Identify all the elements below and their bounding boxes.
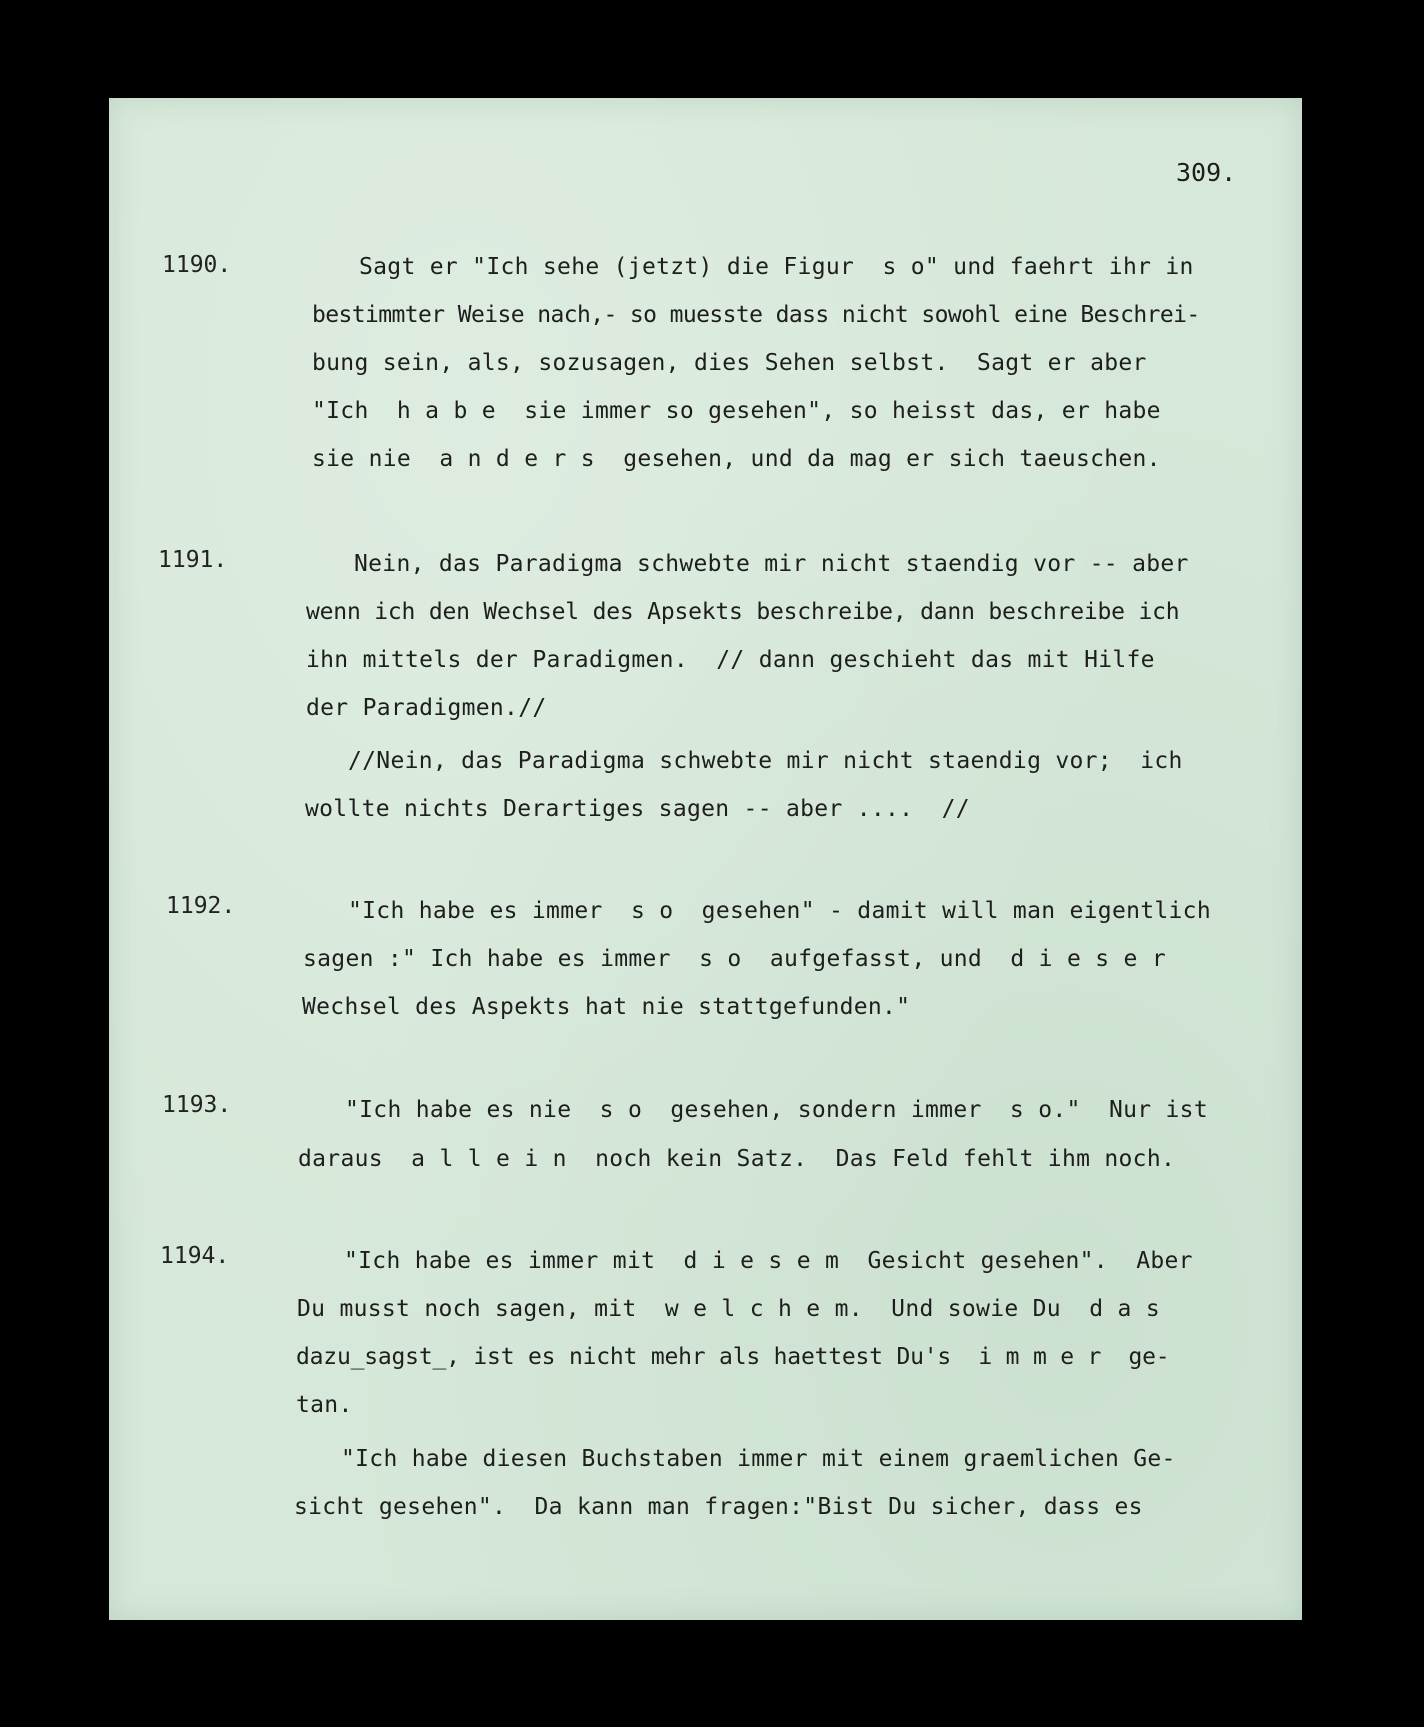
section-number: 1191. (158, 547, 228, 573)
text-line: Wechsel des Aspekts hat nie stattgefunden." (302, 994, 911, 1020)
text-line: Du musst noch sagen, mit w e l c h e m. Und sowie Du d a s (297, 1296, 1160, 1322)
text-line: daraus a l l e i n noch kein Satz. Das Feld fehlt ihm noch. (298, 1146, 1176, 1172)
text-line: Nein, das Paradigma schwebte mir nicht staendig vor -- aber (354, 551, 1189, 577)
text-line: der Paradigmen.// (306, 695, 547, 721)
text-line: bung sein, als, sozusagen, dies Sehen selbst. Sagt er aber (312, 350, 1147, 376)
section-number: 1193. (162, 1092, 232, 1118)
text-line: //Nein, das Paradigma schwebte mir nicht staendig vor; ich (348, 748, 1183, 774)
text-line: sie nie a n d e r s gesehen, und da mag er sich taeuschen. (312, 446, 1161, 472)
text-line: wenn ich den Wechsel des Apsekts beschreibe, dann beschreibe ich (306, 599, 1180, 625)
text-line: "Ich h a b e sie immer so gesehen", so heisst das, er habe (312, 398, 1161, 424)
text-line: sicht gesehen". Da kann man fragen:"Bist Du sicher, dass es (294, 1494, 1143, 1520)
page-number: 309. (1176, 158, 1237, 187)
text-line: "Ich habe es nie s o gesehen, sondern immer s o." Nur ist (345, 1097, 1208, 1123)
text-line: Sagt er "Ich sehe (jetzt) die Figur s o" und faehrt ihr in (359, 254, 1194, 280)
text-line: ihn mittels der Paradigmen. // dann geschieht das mit Hilfe (306, 647, 1155, 673)
section-number: 1190. (162, 252, 232, 278)
text-line: "Ich habe es immer mit d i e s e m Gesicht gesehen". Aber (344, 1248, 1193, 1274)
section-number: 1194. (160, 1243, 230, 1269)
text-line: wollte nichts Derartiges sagen -- aber .... // (305, 796, 970, 822)
text-line: bestimmter Weise nach,- so muesste dass nicht sowohl eine Beschrei- (312, 302, 1200, 328)
text-line: tan. (296, 1392, 353, 1418)
text-line: sagen :" Ich habe es immer s o aufgefasst, und d i e s e r (303, 946, 1166, 972)
text-line: "Ich habe diesen Buchstaben immer mit einem graemlichen Ge- (341, 1446, 1176, 1472)
text-line: dazu_sagst_, ist es nicht mehr als haettest Du's i m m e r ge- (296, 1344, 1170, 1370)
section-number: 1192. (166, 893, 236, 919)
text-line: "Ich habe es immer s o gesehen" - damit will man eigentlich (348, 898, 1211, 924)
